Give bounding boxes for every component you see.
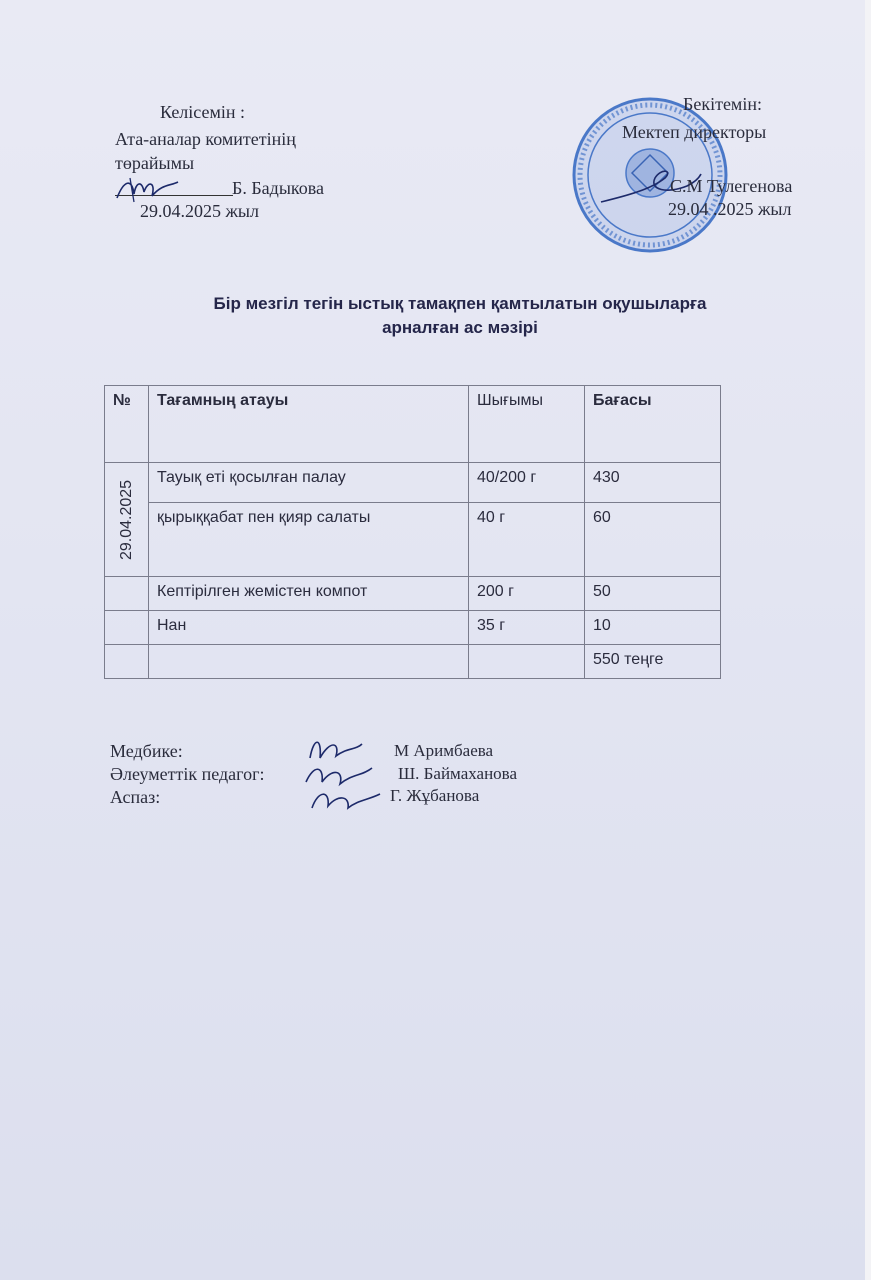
dish-price: 50 bbox=[585, 577, 721, 611]
total-price: 550 теңге bbox=[585, 645, 721, 679]
table-row bbox=[105, 577, 721, 611]
title-line2: арналған ас мәзірі bbox=[382, 318, 538, 337]
empty-cell bbox=[469, 645, 585, 679]
dish-yield: 40 г bbox=[469, 503, 585, 577]
approval-left-line2: төрайымы bbox=[115, 153, 195, 173]
staff-name-social-pedagogue: Ш. Баймаханова bbox=[398, 764, 518, 783]
table-row bbox=[105, 503, 721, 577]
dish-name: Нан bbox=[149, 611, 469, 645]
date-cell bbox=[105, 463, 149, 577]
header-price: Бағасы bbox=[585, 386, 721, 463]
empty-cell bbox=[105, 577, 149, 611]
dish-price: 10 bbox=[585, 611, 721, 645]
date-label: 29.04.2025 bbox=[117, 479, 135, 560]
approval-right-name: С.М Тулегенова bbox=[670, 176, 793, 196]
staff-signatures-icon bbox=[300, 728, 390, 814]
approval-left-line1: Ата-аналар комитетінің bbox=[115, 129, 296, 149]
empty-cell bbox=[105, 611, 149, 645]
approval-right-line1: Мектеп директоры bbox=[622, 122, 767, 142]
dish-name: Тауық еті қосылған палау bbox=[149, 463, 469, 503]
total-row bbox=[105, 645, 721, 679]
dish-yield: 35 г bbox=[469, 611, 585, 645]
table-header-row bbox=[105, 386, 721, 463]
table-row bbox=[105, 611, 721, 645]
empty-cell bbox=[149, 645, 469, 679]
approval-left-name: Б. Бадыкова bbox=[232, 178, 324, 198]
staff-name-nurse: М Аримбаева bbox=[394, 741, 494, 760]
staff-role-social-pedagogue: Әлеуметтік педагог: bbox=[110, 764, 265, 784]
header-yield: Шығымы bbox=[469, 386, 585, 463]
staff-role-nurse: Медбике: bbox=[110, 741, 183, 761]
approval-left-heading: Келісемін : bbox=[160, 102, 246, 122]
approval-right-heading: Бекітемін: bbox=[683, 94, 762, 114]
approval-left-date: 29.04.2025 жыл bbox=[140, 201, 260, 221]
header-number: № bbox=[105, 386, 149, 463]
page-edge bbox=[865, 0, 871, 1280]
dish-yield: 200 г bbox=[469, 577, 585, 611]
dish-name: Кептірілген жемістен компот bbox=[149, 577, 469, 611]
document-title bbox=[150, 292, 770, 340]
staff-name-cook: Г. Жұбанова bbox=[390, 786, 480, 805]
staff-role-cook: Аспаз: bbox=[110, 787, 161, 807]
dish-name: қырыққабат пен қияр салаты bbox=[149, 503, 469, 577]
dish-price: 430 bbox=[585, 463, 721, 503]
menu-table bbox=[104, 385, 721, 679]
table-row bbox=[105, 463, 721, 503]
empty-cell bbox=[105, 645, 149, 679]
approval-right-date: 29.04 .2025 жыл bbox=[668, 199, 792, 219]
header-dish-name: Тағамның атауы bbox=[149, 386, 469, 463]
dish-price: 60 bbox=[585, 503, 721, 577]
dish-yield: 40/200 г bbox=[469, 463, 585, 503]
title-line1: Бір мезгіл тегін ыстық тамақпен қамтылатын оқушыларға bbox=[213, 294, 707, 313]
